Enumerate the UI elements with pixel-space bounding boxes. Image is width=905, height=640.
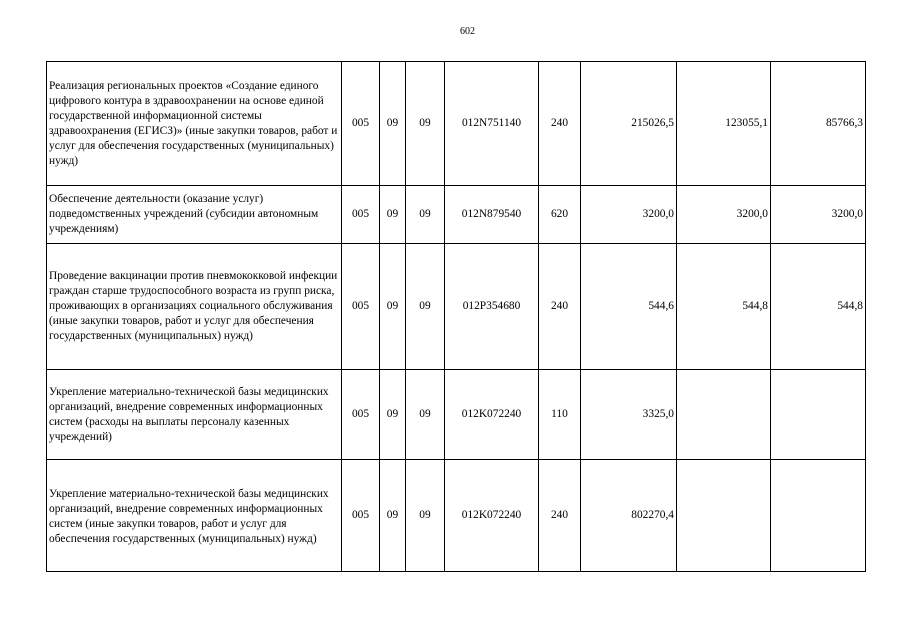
amount-year-1-cell: 3325,0 bbox=[581, 370, 677, 460]
subsection-code-cell: 09 bbox=[406, 460, 445, 572]
amount-year-2-cell bbox=[677, 370, 771, 460]
target-article-cell: 012N751140 bbox=[445, 62, 539, 186]
subsection-code-cell: 09 bbox=[406, 62, 445, 186]
ministry-code-cell: 005 bbox=[342, 370, 380, 460]
amount-year-1-cell: 215026,5 bbox=[581, 62, 677, 186]
amount-year-3-cell bbox=[771, 460, 866, 572]
section-code-cell: 09 bbox=[380, 370, 406, 460]
amount-year-1-cell: 3200,0 bbox=[581, 186, 677, 244]
expense-type-cell: 240 bbox=[539, 460, 581, 572]
amount-year-2-cell: 544,8 bbox=[677, 244, 771, 370]
ministry-code-cell: 005 bbox=[342, 186, 380, 244]
section-code-cell: 09 bbox=[380, 62, 406, 186]
expense-type-cell: 240 bbox=[539, 244, 581, 370]
table-row bbox=[47, 186, 866, 244]
expense-name-cell: Реализация региональных проектов «Создание единого цифрового контура в здравоохранении на основе единой государственной информационной системы здравоохранения (ЕГИСЗ)» (иные закупки товаров, работ и услуг для обеспечения государственных (муниципальных) нужд) bbox=[47, 62, 342, 186]
ministry-code-cell: 005 bbox=[342, 62, 380, 186]
ministry-code-cell: 005 bbox=[342, 460, 380, 572]
expense-name-cell: Обеспечение деятельности (оказание услуг) подведомственных учреждений (субсидии автономным учреждениям) bbox=[47, 186, 342, 244]
amount-year-2-cell: 3200,0 bbox=[677, 186, 771, 244]
expense-type-cell: 620 bbox=[539, 186, 581, 244]
target-article-cell: 012P354680 bbox=[445, 244, 539, 370]
amount-year-3-cell: 85766,3 bbox=[771, 62, 866, 186]
section-code-cell: 09 bbox=[380, 244, 406, 370]
target-article-cell: 012N879540 bbox=[445, 186, 539, 244]
expense-type-cell: 110 bbox=[539, 370, 581, 460]
budget-table bbox=[46, 61, 866, 572]
amount-year-2-cell: 123055,1 bbox=[677, 62, 771, 186]
expense-type-cell: 240 bbox=[539, 62, 581, 186]
table-row bbox=[47, 370, 866, 460]
subsection-code-cell: 09 bbox=[406, 186, 445, 244]
ministry-code-cell: 005 bbox=[342, 244, 380, 370]
amount-year-1-cell: 544,6 bbox=[581, 244, 677, 370]
amount-year-2-cell bbox=[677, 460, 771, 572]
subsection-code-cell: 09 bbox=[406, 244, 445, 370]
table-row bbox=[47, 460, 866, 572]
subsection-code-cell: 09 bbox=[406, 370, 445, 460]
amount-year-3-cell: 3200,0 bbox=[771, 186, 866, 244]
section-code-cell: 09 bbox=[380, 460, 406, 572]
page-number: 602 bbox=[460, 26, 475, 37]
amount-year-3-cell: 544,8 bbox=[771, 244, 866, 370]
section-code-cell: 09 bbox=[380, 186, 406, 244]
target-article-cell: 012K072240 bbox=[445, 370, 539, 460]
expense-name-cell: Проведение вакцинации против пневмококковой инфекции граждан старше трудоспособного возраста из групп риска, проживающих в организациях социального обслуживания (иные закупки товаров, работ и услуг для обеспечения государственных (муниципальных) нужд) bbox=[47, 244, 342, 370]
table-row bbox=[47, 62, 866, 186]
expense-name-cell: Укрепление материально-технической базы медицинских организаций, внедрение современных информационных систем (иные закупки товаров, работ и услуг для обеспечения государственных (муниципальных) нужд) bbox=[47, 460, 342, 572]
target-article-cell: 012K072240 bbox=[445, 460, 539, 572]
amount-year-3-cell bbox=[771, 370, 866, 460]
amount-year-1-cell: 802270,4 bbox=[581, 460, 677, 572]
expense-name-cell: Укрепление материально-технической базы медицинских организаций, внедрение современных информационных систем (расходы на выплаты персоналу казенных учреждений) bbox=[47, 370, 342, 460]
table-row bbox=[47, 244, 866, 370]
